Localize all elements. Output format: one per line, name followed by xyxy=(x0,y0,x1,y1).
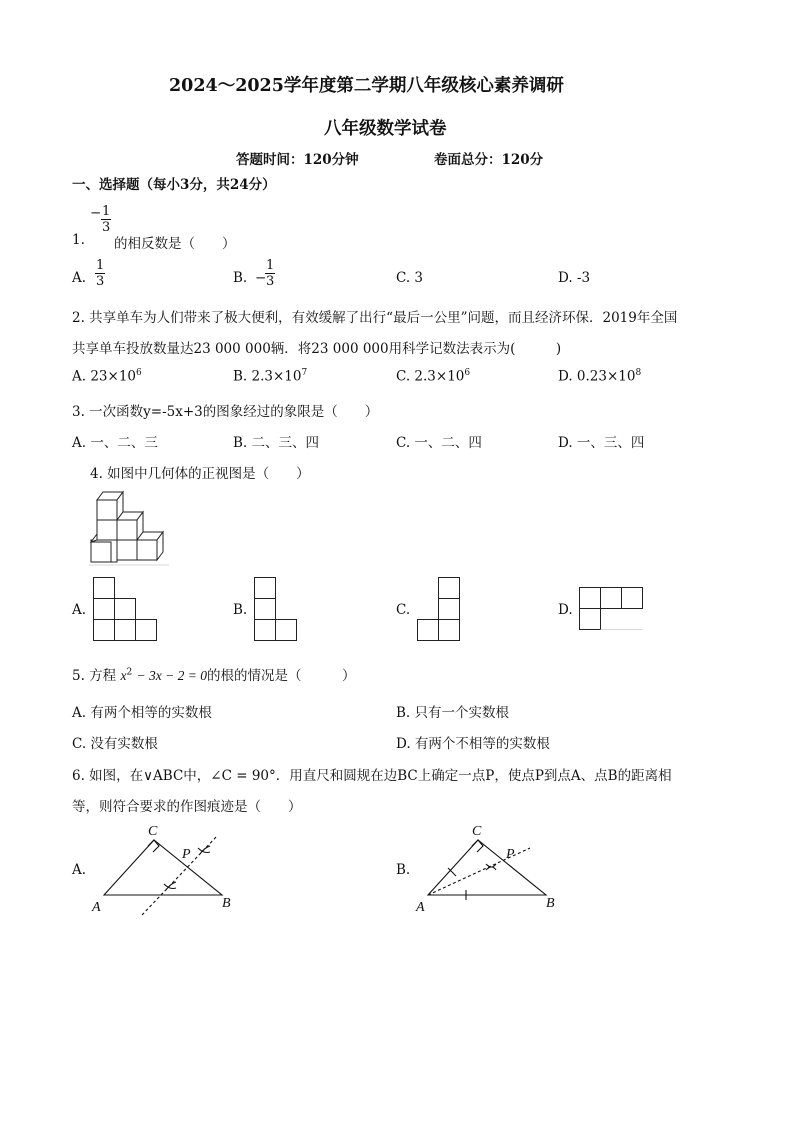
q6-line-1: 6. 如图，在∨ABC中，∠C = 90°．用直尺和圆规在边BC上确定一点P，使点P到点A、点B的距离相 xyxy=(72,768,672,784)
q1-fraction: $\frac{1}{3}$ xyxy=(102,204,111,235)
q6-line-2: 等，则符合要求的作图痕迹是（ ） xyxy=(72,799,302,815)
q2-option-b: B. $2.3\times 10^7$ xyxy=(233,368,308,385)
q4-option-c-figure xyxy=(417,577,460,641)
q6-a-vertex-c: C xyxy=(148,824,158,839)
q5-option-d: D. 有两个不相等的实数根 xyxy=(396,736,550,752)
q4-option-c-label: C. xyxy=(396,602,411,618)
q6-option-a-label: A. xyxy=(72,862,87,878)
q1-minus: − xyxy=(90,205,102,221)
q6-option-a-figure xyxy=(92,818,242,918)
total-score: 卷面总分：120分 xyxy=(434,152,544,168)
q1-option-d: D. -3 xyxy=(558,270,591,286)
q1-option-a-label: A. xyxy=(72,270,87,286)
q1-option-b-fraction: $\frac{1}{3}$ xyxy=(266,258,275,289)
q4-stem: 4. 如图中几何体的正视图是（ ） xyxy=(90,466,310,482)
q5-option-a: A. 有两个相等的实数根 xyxy=(72,705,212,721)
q4-option-b-label: B. xyxy=(233,602,248,618)
section-heading: 一、选择题（每小3分，共24分） xyxy=(72,177,276,193)
q3-option-c: C. 一、二、四 xyxy=(396,435,482,451)
exam-subtitle: 八年级数学试卷 xyxy=(324,119,447,139)
q2-option-c: C. $2.3\times 10^6$ xyxy=(396,368,471,385)
answer-time: 答题时间：120分钟 xyxy=(236,152,359,168)
q6-b-point-p: P xyxy=(506,847,515,862)
q1-number: 1. xyxy=(72,232,85,248)
q1-option-b-label: B. xyxy=(233,270,248,286)
q3-option-b: B. 二、三、四 xyxy=(233,435,320,451)
q4-option-d-label: D. xyxy=(558,602,573,618)
q4-solid-figure xyxy=(89,486,171,566)
q4-option-b-figure xyxy=(254,577,297,641)
q3-option-d: D. 一、三、四 xyxy=(558,435,645,451)
q1-option-c: C. 3 xyxy=(396,270,424,286)
q5-option-c: C. 没有实数根 xyxy=(72,736,158,752)
q6-b-vertex-a: A xyxy=(416,900,425,915)
q4-option-a-label: A. xyxy=(72,602,87,618)
q5-option-b: B. 只有一个实数根 xyxy=(396,705,510,721)
q3-stem: 3. 一次函数y=-5x+3的图象经过的象限是（ ） xyxy=(72,404,379,420)
q1-stem: 的相反数是（ ） xyxy=(114,236,236,252)
q6-a-vertex-b: B xyxy=(222,896,231,911)
q6-option-b-label: B. xyxy=(396,862,411,878)
q2-line-1: 2. 共享单车为人们带来了极大便利，有效缓解了出行“最后一公里”问题，而且经济环保．2019年全国 xyxy=(72,310,678,326)
q4-option-a-figure xyxy=(93,577,157,641)
q1-option-a-fraction: $\frac{1}{3}$ xyxy=(96,258,105,289)
q6-option-b-figure xyxy=(412,818,572,918)
q2-line-2: 共享单车投放数量达23 000 000辆．将23 000 000用科学记数法表示为( ) xyxy=(72,341,562,357)
q1-option-b-minus: − xyxy=(255,270,267,286)
q6-a-vertex-a: A xyxy=(92,900,101,915)
q6-b-vertex-b: B xyxy=(546,896,555,911)
q6-b-vertex-c: C xyxy=(472,824,482,839)
q5-stem: 5. 方程 $x^2 - 3x - 2 = 0$的根的情况是（ ） xyxy=(72,667,356,684)
q2-option-d: D. $0.23\times 10^8$ xyxy=(558,368,642,385)
q2-option-a: A. $23\times 10^6$ xyxy=(72,368,142,385)
q4-option-d-figure xyxy=(579,587,643,630)
exam-title: 2024～2025学年度第二学期八年级核心素养调研 xyxy=(169,76,564,96)
q3-option-a: A. 一、二、三 xyxy=(72,435,158,451)
q6-a-point-p: P xyxy=(182,847,191,862)
